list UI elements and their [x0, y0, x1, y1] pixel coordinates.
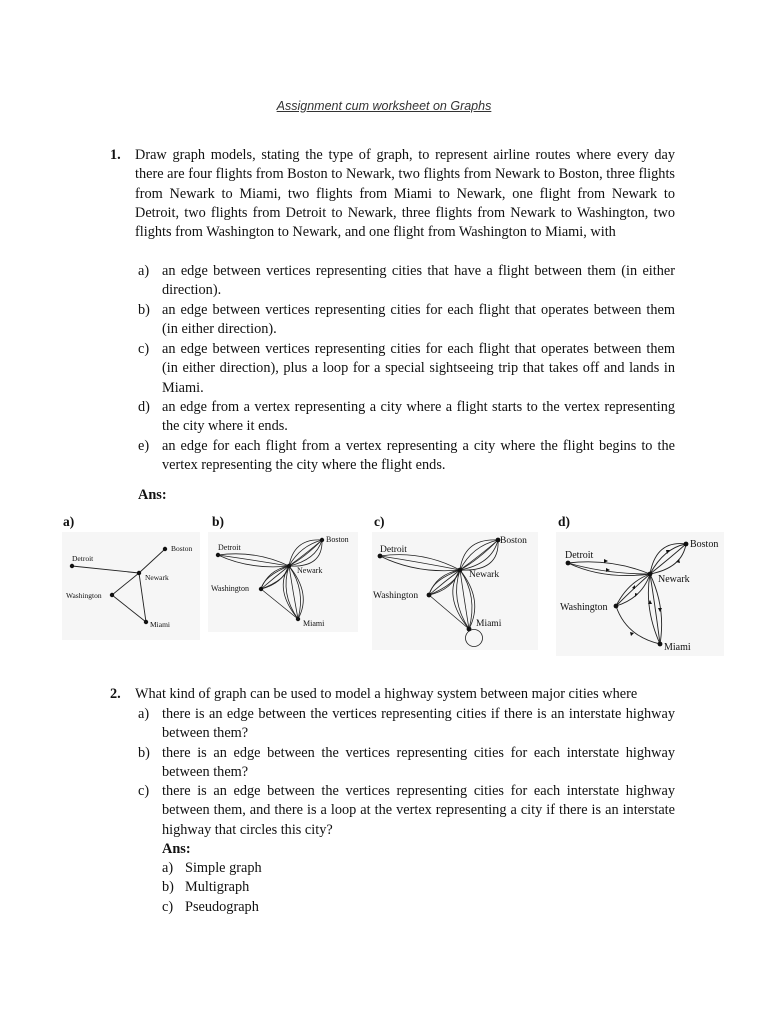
q2-item-c — [138, 782, 675, 842]
item-text: an edge between vertices representing cities for each flight that operates between them (in either direction). — [162, 302, 675, 338]
city-label: Boston — [326, 535, 349, 544]
item-mark: a) — [138, 263, 150, 279]
q1-item-b — [138, 301, 675, 341]
graph-b-multigraph — [208, 532, 358, 632]
city-label: Miami — [150, 620, 170, 629]
item-mark: a) — [138, 706, 150, 722]
city-label: Washington — [560, 602, 608, 613]
graph-c-label: c) — [374, 514, 385, 529]
city-label: Boston — [171, 544, 193, 553]
item-mark: c) — [138, 341, 150, 357]
q2-answer-label: Ans: — [162, 841, 191, 857]
answer-mark: b) — [162, 879, 174, 895]
q2-answer-a — [162, 859, 462, 879]
city-label: Newark — [145, 573, 169, 582]
graph-d-directed-multigraph — [556, 532, 724, 656]
item-text: there is an edge between the vertices representing cities for each interstate highway between them? — [162, 745, 675, 781]
city-label: Washington — [373, 591, 419, 601]
item-text: an edge for each flight from a vertex representing a city where the flight begins to the vertex representing the city where the flight ends. — [162, 438, 675, 474]
answer-mark: c) — [162, 899, 174, 915]
q2-answer-b — [162, 878, 462, 898]
graph-b-label: b) — [212, 514, 225, 529]
answer-text: Multigraph — [185, 879, 250, 895]
answer-text: Pseudograph — [185, 899, 259, 915]
q2-stem: What kind of graph can be used to model a highway system between major cities where — [135, 686, 638, 702]
city-label: Newark — [658, 574, 690, 585]
q1-number: 1. — [110, 147, 121, 163]
city-label: Miami — [303, 619, 325, 628]
city-label: Boston — [690, 539, 719, 550]
item-text: an edge between vertices representing cities for each flight that operates between them (in either direction), plus a loop for a special sightseeing trip that takes off and lands in Miami. — [162, 341, 675, 396]
city-label: Miami — [664, 642, 691, 653]
q1-item-a — [138, 262, 675, 302]
q1-item-c — [138, 340, 675, 400]
city-label: Miami — [476, 619, 502, 629]
city-label: Newark — [297, 566, 323, 575]
q1-item-e — [138, 437, 675, 477]
item-text: an edge between vertices representing cities that have a flight between them (in either direction). — [162, 263, 675, 299]
item-mark: b) — [138, 302, 150, 318]
item-text: an edge from a vertex representing a city where a flight starts to the vertex representing the city where it ends. — [162, 399, 675, 435]
item-mark: c) — [138, 783, 150, 799]
q2-item-b — [138, 744, 675, 784]
graph-d-label: d) — [558, 514, 571, 529]
city-label: Detroit — [380, 545, 407, 555]
city-label: Boston — [500, 536, 527, 546]
city-label: Detroit — [565, 550, 594, 561]
graph-c-pseudograph — [372, 532, 538, 650]
q1-answer-label: Ans: — [138, 487, 167, 503]
answer-mark: a) — [162, 860, 174, 876]
city-label: Detroit — [72, 554, 94, 563]
city-label: Detroit — [218, 543, 241, 552]
item-mark: b) — [138, 745, 150, 761]
city-label: Newark — [469, 570, 500, 580]
q1-stem: Draw graph models, stating the type of graph, to represent airline routes where every day there are four flights from Boston to Newark, two flights from Newark to Boston, three flights from Newark to Miami, two flights from Miami to Newark, one flight from Newark to Detroit, two flights from Detroit to Newark, three flights from Newark to Washington, two flights from Washington to Newark, and one flight from Washington to Miami, with — [135, 147, 675, 241]
worksheet-title: Assignment cum worksheet on Graphs — [276, 99, 492, 113]
q1-item-d — [138, 398, 675, 438]
city-label: Washington — [211, 584, 250, 593]
q2-item-a — [138, 705, 675, 745]
graph-a-simple — [62, 532, 200, 640]
item-text: there is an edge between the vertices representing cities if there is an interstate highway between them? — [162, 706, 675, 742]
answer-text: Simple graph — [185, 860, 262, 876]
graph-a-label: a) — [63, 514, 75, 529]
city-label: Washington — [66, 591, 102, 600]
q2-answer-c — [162, 898, 462, 918]
item-text: there is an edge between the vertices representing cities for each interstate highway between them, and there is a loop at the vertex representing a city if there is an interstate highway that circles this city? — [162, 783, 675, 838]
item-mark: d) — [138, 399, 150, 415]
q2-number: 2. — [110, 686, 121, 702]
item-mark: e) — [138, 438, 150, 454]
